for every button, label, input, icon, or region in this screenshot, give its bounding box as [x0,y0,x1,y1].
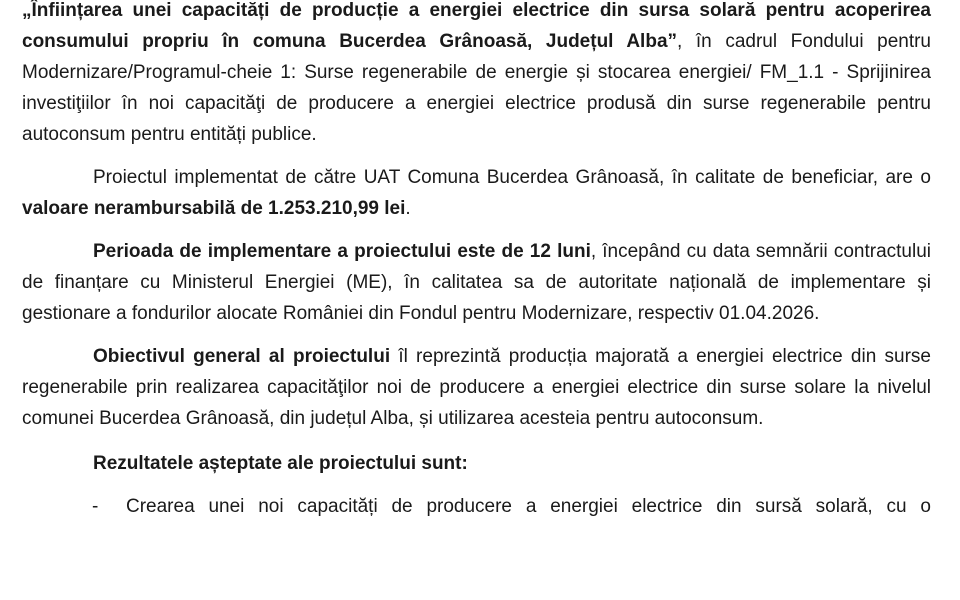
expected-results-heading: Rezultatele așteptate ale proiectului sunt: [93,453,468,474]
beneficiary-end: . [405,198,411,219]
bullet-dash: - [92,496,99,517]
grant-value: valoare nerambursabilă de 1.253.210,99 lei [22,198,406,219]
project-title-bold: „Înființarea unei capacități de producție a energiei electrice din sursa solară pentru acoperirea consumului propriu în comuna Bucerdea Grânoasă, Județul Alba” [22,0,931,52]
paragraph-beneficiary [22,162,931,224]
general-objective-bold: Obiectivul general al proiectului [93,346,391,367]
implementation-period-bold: Perioada de implementare a proiectului este de 12 luni [93,241,591,262]
implementation-period-text: , începând cu data semnării contractului de finanțare cu Ministerul Energiei (ME), în calitatea sa de autoritate națională de implementare și gestionare a fondurilor alocate României din Fondul pentru Modernizare, respectiv 01.04.2026. [22,241,932,324]
project-title-rest: , în cadrul Fondului pentru Modernizare/Programul-cheie 1: Surse regenerabile de energie și stocarea energiei/ FM_1.1 - Sprijinirea investiţiilor în noi capacităţi de producere a energiei electrice produsă din surse regenerabile pentru autoconsum pentru entități publice. [22,31,931,145]
beneficiary-text: Proiectul implementat de către UAT Comuna Bucerdea Grânoasă, în calitate de beneficiar, are o [93,167,931,188]
general-objective-text: îl reprezintă producția majorată a energiei electrice din surse regenerabile prin realizarea capacităţilor noi de producere a energiei electrice din surse solare la nivelul comunei Bucerdea Grânoasă, din județul Alba, și utilizarea acesteia pentru autoconsum. [22,346,931,429]
list-item [22,491,931,522]
document-page [22,0,931,522]
paragraph-implementation-period [22,236,931,329]
paragraph-general-objective [22,341,931,434]
paragraph-project-title [22,0,931,150]
paragraph-expected-results-heading [22,448,931,479]
bullet-text: Crearea unei noi capacități de producere a energiei electrice din sursă solară, cu o [126,496,931,517]
